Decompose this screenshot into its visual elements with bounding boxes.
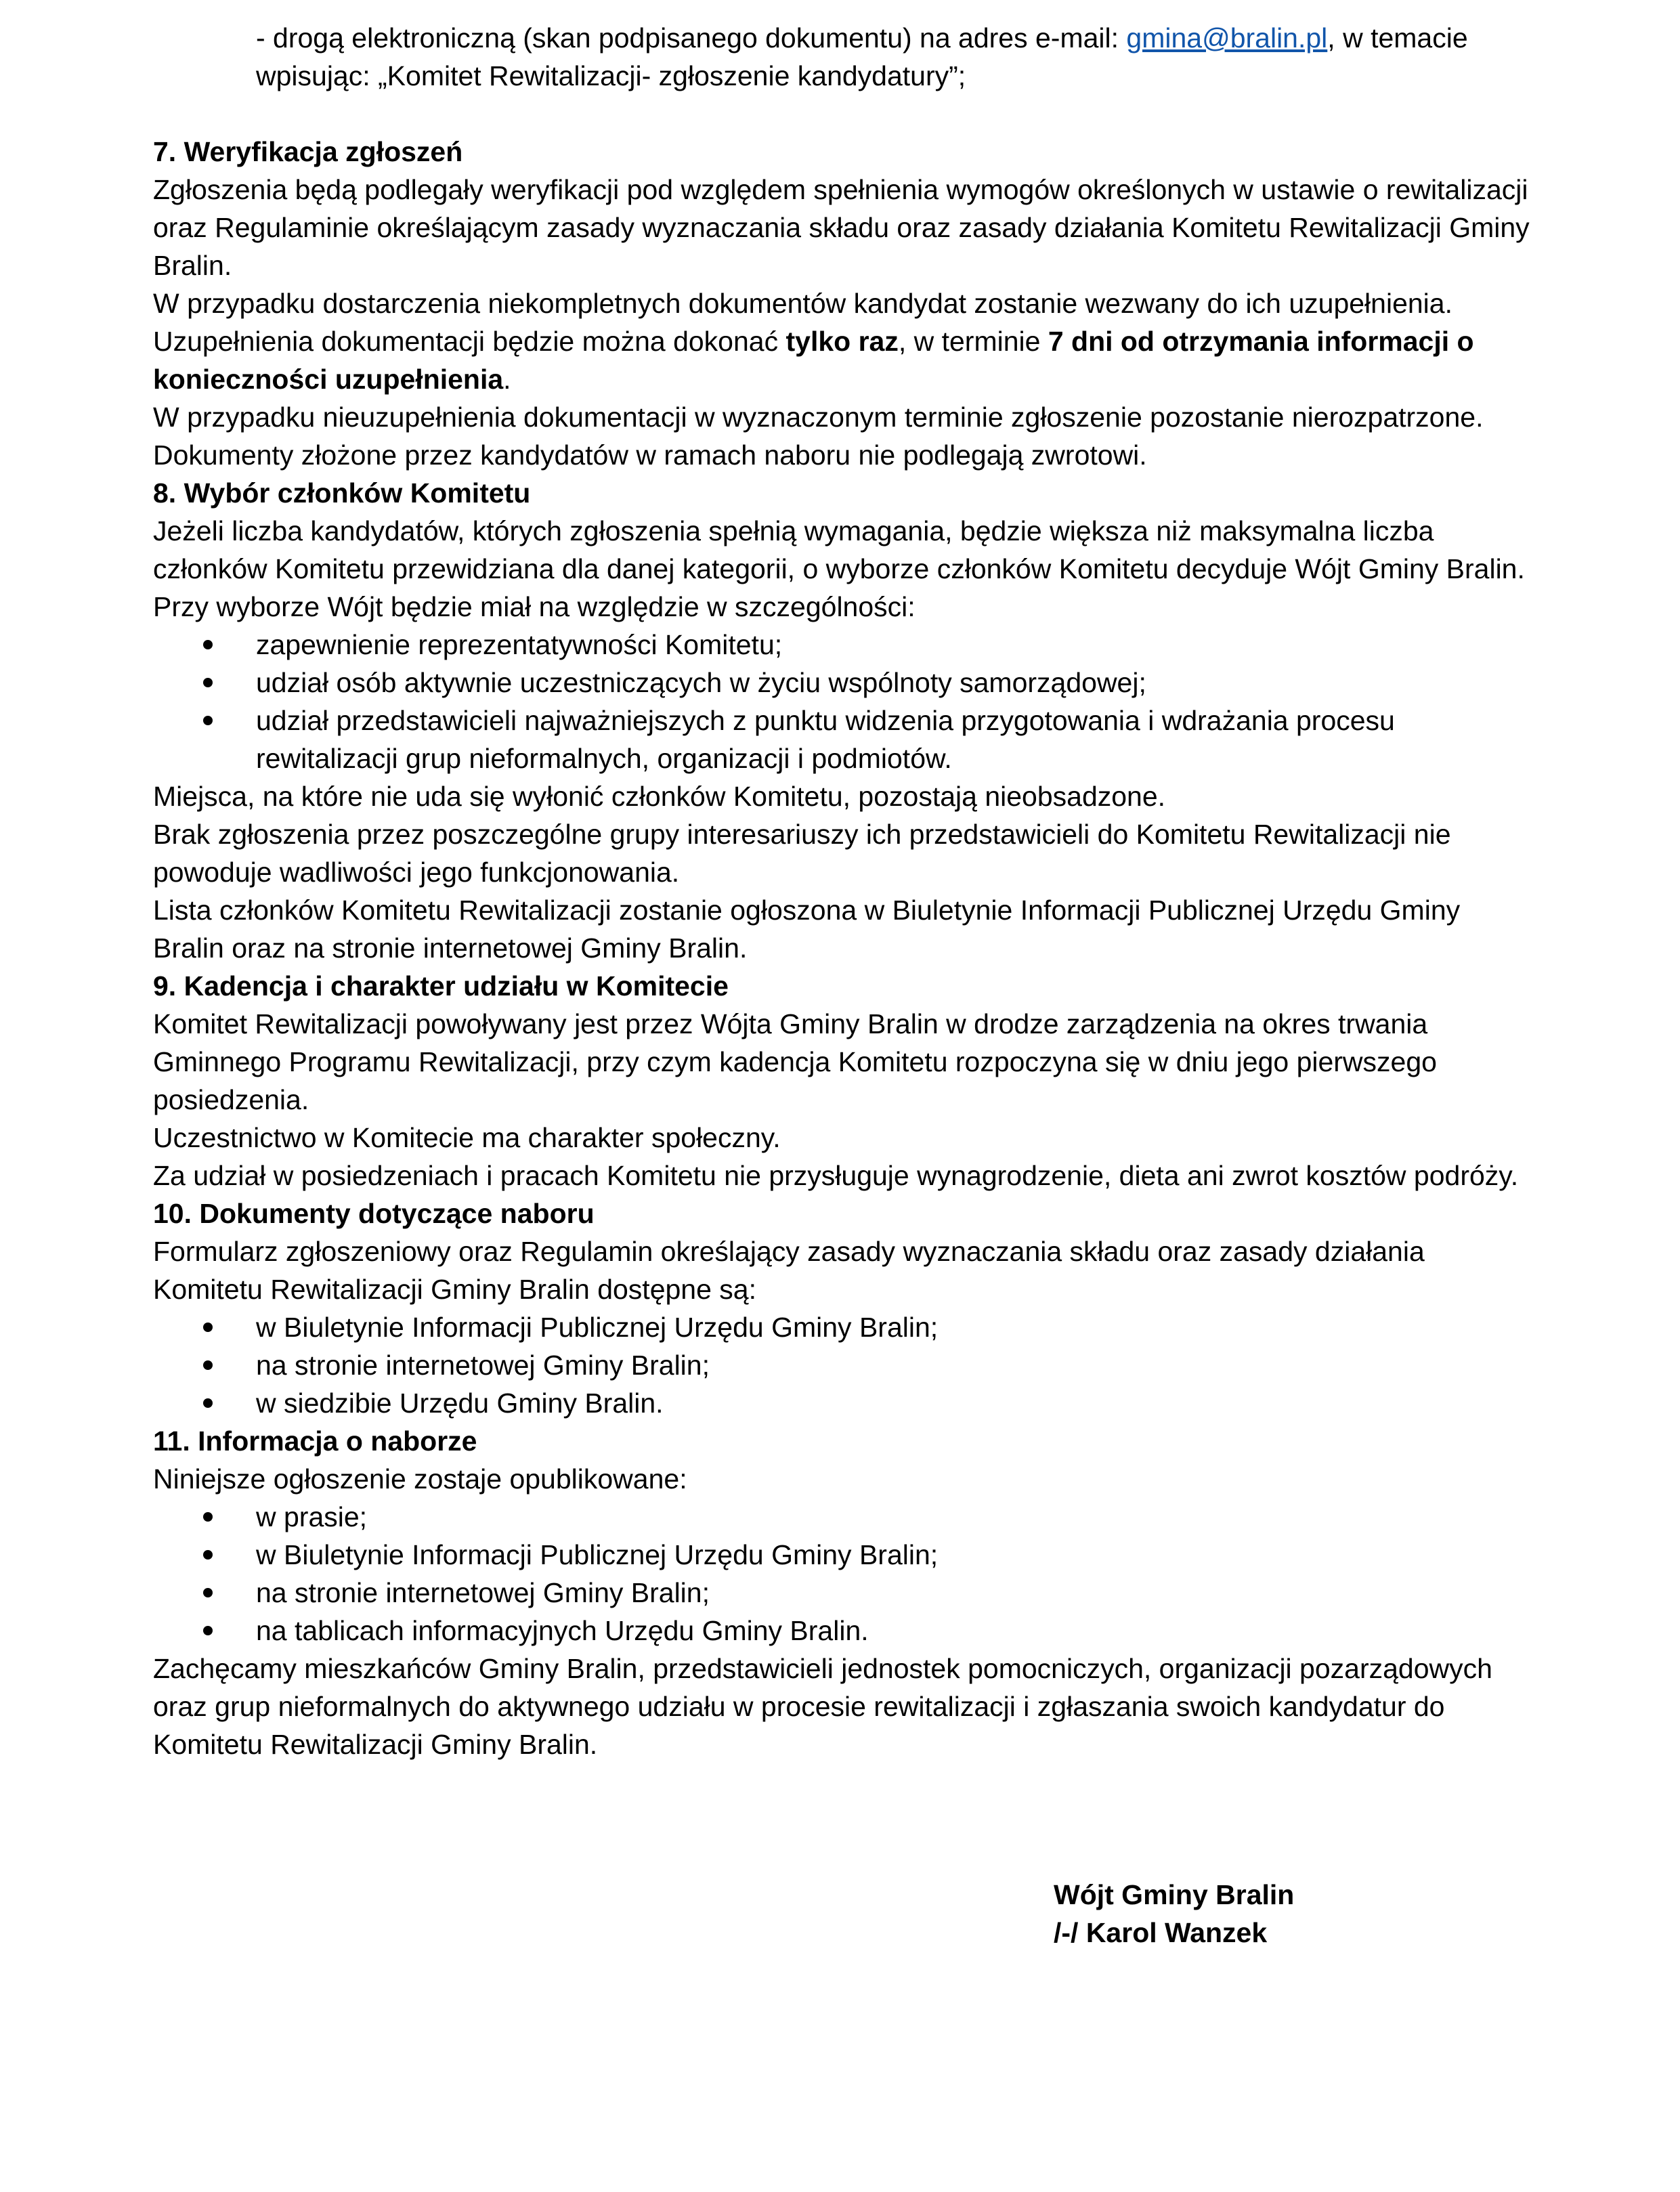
list-item: udział przedstawicieli najważniejszych z punktu widzenia przygotowania i wdrażania procesu rewitalizacji grup nieformalnych, organizacji i podmiotów.	[153, 702, 1534, 777]
bullet-icon	[203, 1512, 213, 1522]
section-heading: 8. Wybór członków Komitetu	[153, 477, 531, 509]
bullet-icon	[203, 1626, 213, 1635]
bullet-icon	[203, 678, 213, 687]
list-item: w prasie;	[153, 1498, 1534, 1536]
list-item: zapewnienie reprezentatywności Komitetu;	[153, 626, 1534, 664]
list-item: na stronie internetowej Gminy Bralin;	[153, 1574, 1534, 1612]
signatory-title: Wójt Gminy Bralin	[1054, 1879, 1295, 1910]
list-item: w siedzibie Urzędu Gminy Bralin.	[153, 1384, 1534, 1422]
list-item: na stronie internetowej Gminy Bralin;	[153, 1346, 1534, 1384]
list-item: w Biuletynie Informacji Publicznej Urzędu Gminy Bralin;	[153, 1536, 1534, 1574]
bullet-icon	[203, 1398, 213, 1408]
email-link[interactable]: gmina@bralin.pl	[1126, 22, 1328, 53]
bullet-icon	[203, 640, 213, 649]
section-7: 7. Weryfikacja zgłoszeń Zgłoszenia będą podlegały weryfikacji pod względem spełnienia wymogów określonych w ustawie o rewitalizacji oraz Regulaminie określającym zasady wyznaczania składu oraz zasady działania Komitetu Rewitalizacji Gminy Bralin. W przypadku dostarczenia niekompletnych dokumentów kandydat zostanie wezwany do ich uzupełnienia. Uzupełnienia dokumentacji będzie można dokonać tylko raz, w terminie 7 dni od otrzymania informacji o konieczności uzupełnienia. W przypadku nieuzupełnienia dokumentacji w wyznaczonym terminie zgłoszenie pozostanie nierozpatrzone. Dokumenty złożone przez kandydatów w ramach naboru nie podlegają zwrotowi.	[153, 133, 1534, 474]
section-11: 11. Informacja o naborze Niniejsze ogłoszenie zostaje opublikowane: w prasie; w Biuletynie Informacji Publicznej Urzędu Gminy Bralin; na stronie internetowej Gminy Bralin; na tablicach informacyjnych Urzędu Gminy Bralin. Zachęcamy mieszkańców Gminy Bralin, przedstawicieli jednostek pomocniczych, organizacji pozarządowych oraz grup nieformalnych do aktywnego udziału w procesie rewitalizacji i zgłaszania swoich kandydatur do Komitetu Rewitalizacji Gminy Bralin.	[153, 1422, 1534, 1763]
section-heading: 7. Weryfikacja zgłoszeń	[153, 136, 463, 167]
section-heading: 11. Informacja o naborze	[153, 1425, 477, 1457]
list-item: na tablicach informacyjnych Urzędu Gminy Bralin.	[153, 1612, 1534, 1650]
email-submission-item: - drogą elektroniczną (skan podpisanego dokumentu) na adres e-mail: gmina@bralin.pl, w temacie wpisując: „Komitet Rewitalizacji- zgłoszenie kandydatury”;	[256, 22, 1468, 91]
list-item: w Biuletynie Informacji Publicznej Urzędu Gminy Bralin;	[153, 1308, 1534, 1346]
document-body	[153, 19, 1534, 1763]
bullet-icon	[203, 1323, 213, 1332]
bullet-icon	[203, 1588, 213, 1597]
selection-criteria-list	[153, 626, 1534, 777]
section-heading: 9. Kadencja i charakter udziału w Komitecie	[153, 970, 729, 1002]
signatory-name: /-/ Karol Wanzek	[1054, 1917, 1268, 1948]
section-heading: 10. Dokumenty dotyczące naboru	[153, 1198, 595, 1229]
documents-availability-list	[153, 1308, 1534, 1422]
bullet-icon	[203, 1550, 213, 1560]
signature-block	[1054, 1876, 1294, 1952]
bullet-icon	[203, 716, 213, 725]
publication-list	[153, 1498, 1534, 1650]
section-9: 9. Kadencja i charakter udziału w Komitecie Komitet Rewitalizacji powoływany jest przez Wójta Gminy Bralin w drodze zarządzenia na okres trwania Gminnego Programu Rewitalizacji, przy czym kadencja Komitetu rozpoczyna się w dniu jego pierwszego posiedzenia. Uczestnictwo w Komitecie ma charakter społeczny. Za udział w posiedzeniach i pracach Komitetu nie przysługuje wynagrodzenie, dieta ani zwrot kosztów podróży.	[153, 967, 1534, 1195]
list-item: udział osób aktywnie uczestniczących w życiu wspólnoty samorządowej;	[153, 664, 1534, 702]
section-8: 8. Wybór członków Komitetu Jeżeli liczba kandydatów, których zgłoszenia spełnią wymagania, będzie większa niż maksymalna liczba członków Komitetu przewidziana dla danej kategorii, o wyborze członków Komitetu decyduje Wójt Gminy Bralin. Przy wyborze Wójt będzie miał na względzie w szczególności: zapewnienie reprezentatywności Komitetu; udział osób aktywnie uczestniczących w życiu wspólnoty samorządowej; udział przedstawicieli najważniejszych z punktu widzenia przygotowania i wdrażania procesu rewitalizacji grup nieformalnych, organizacji i podmiotów. Miejsca, na które nie uda się wyłonić członków Komitetu, pozostają nieobsadzone. Brak zgłoszenia przez poszczególne grupy interesariuszy ich przedstawicieli do Komitetu Rewitalizacji nie powoduje wadliwości jego funkcjonowania. Lista członków Komitetu Rewitalizacji zostanie ogłoszona w Biuletynie Informacji Publicznej Urzędu Gminy Bralin oraz na stronie internetowej Gminy Bralin.	[153, 474, 1534, 967]
bullet-icon	[203, 1360, 213, 1370]
section-10: 10. Dokumenty dotyczące naboru Formularz zgłoszeniowy oraz Regulamin określający zasady wyznaczania składu oraz zasady działania Komitetu Rewitalizacji Gminy Bralin dostępne są: w Biuletynie Informacji Publicznej Urzędu Gminy Bralin; na stronie internetowej Gminy Bralin; w siedzibie Urzędu Gminy Bralin.	[153, 1195, 1534, 1422]
